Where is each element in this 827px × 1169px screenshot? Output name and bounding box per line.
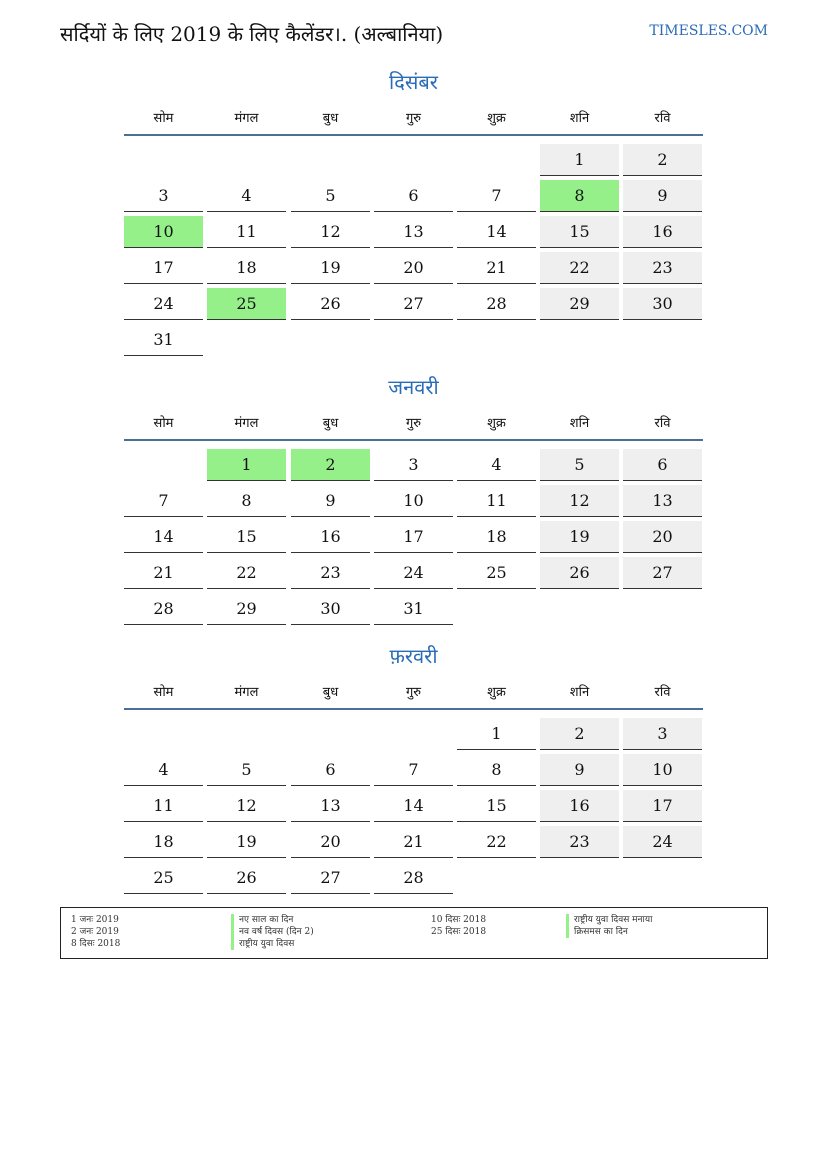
day-cell: 2	[623, 144, 702, 176]
day-cell: 16	[623, 216, 702, 248]
day-cell: 18	[207, 252, 286, 284]
day-cell: 15	[207, 521, 286, 553]
day-cell: 31	[124, 324, 203, 356]
day-cell: 26	[207, 862, 286, 894]
day-cell: 23	[540, 826, 619, 858]
header-rule	[124, 708, 703, 710]
day-cell: 3	[374, 449, 453, 481]
day-cell: 5	[540, 449, 619, 481]
month-title: दिसंबर	[389, 70, 438, 94]
day-cell: 2	[540, 718, 619, 750]
weekday-header: बुध	[322, 111, 339, 126]
day-cell: 17	[374, 521, 453, 553]
day-cell: 26	[540, 557, 619, 589]
month-title: जनवरी	[388, 375, 439, 399]
day-cell: 14	[124, 521, 203, 553]
day-cell: 1	[457, 718, 536, 750]
day-cell: 20	[623, 521, 702, 553]
holiday-day-cell: 1	[207, 449, 286, 481]
day-cell: 11	[124, 790, 203, 822]
day-cell: 6	[374, 180, 453, 212]
day-cell: 23	[291, 557, 370, 589]
day-cell: 30	[291, 593, 370, 625]
legend-date: 10 दिसः 2018	[431, 915, 487, 925]
day-cell: 25	[124, 862, 203, 894]
day-cell: 10	[623, 754, 702, 786]
weekday-header: शनि	[569, 416, 590, 431]
day-cell: 29	[207, 593, 286, 625]
day-cell: 17	[124, 252, 203, 284]
weekday-header: गुरु	[405, 685, 422, 700]
legend-date: 8 दिसः 2018	[71, 939, 121, 949]
header-rule	[124, 134, 703, 136]
legend-holiday-name: क्रिसमस का दिन	[566, 926, 628, 938]
day-cell: 13	[374, 216, 453, 248]
day-cell: 7	[374, 754, 453, 786]
day-cell: 15	[540, 216, 619, 248]
day-cell: 5	[291, 180, 370, 212]
site-link[interactable]: TIMESLES.COM	[649, 23, 768, 39]
document-title: सर्दियों के लिए 2019 के लिए कैलेंडर।. (अल्बानिया)	[60, 22, 444, 46]
holiday-day-cell: 10	[124, 216, 203, 248]
weekday-header: सोम	[153, 685, 174, 700]
legend-holiday-name: राष्ट्रीय युवा दिवस मनाया	[566, 914, 652, 926]
day-cell: 12	[540, 485, 619, 517]
month-title: फ़रवरी	[389, 644, 438, 668]
day-cell: 4	[124, 754, 203, 786]
day-cell: 9	[623, 180, 702, 212]
weekday-header: बुध	[322, 416, 339, 431]
day-cell: 24	[124, 288, 203, 320]
holiday-day-cell: 25	[207, 288, 286, 320]
day-cell: 26	[291, 288, 370, 320]
day-cell: 5	[207, 754, 286, 786]
weekday-header: सोम	[153, 111, 174, 126]
day-cell: 22	[207, 557, 286, 589]
day-cell: 21	[124, 557, 203, 589]
day-cell: 3	[623, 718, 702, 750]
legend-date: 1 जनः 2019	[71, 915, 119, 925]
day-cell: 18	[457, 521, 536, 553]
day-cell: 8	[207, 485, 286, 517]
day-cell: 31	[374, 593, 453, 625]
day-cell: 29	[540, 288, 619, 320]
day-cell: 7	[457, 180, 536, 212]
day-cell: 8	[457, 754, 536, 786]
day-cell: 24	[623, 826, 702, 858]
day-cell: 19	[291, 252, 370, 284]
day-cell: 10	[374, 485, 453, 517]
day-cell: 17	[623, 790, 702, 822]
day-cell: 13	[291, 790, 370, 822]
day-cell: 19	[540, 521, 619, 553]
day-cell: 27	[291, 862, 370, 894]
day-cell: 12	[207, 790, 286, 822]
day-cell: 27	[623, 557, 702, 589]
holiday-day-cell: 8	[540, 180, 619, 212]
day-cell: 12	[291, 216, 370, 248]
weekday-header: गुरु	[405, 111, 422, 126]
weekday-header: बुध	[322, 685, 339, 700]
weekday-header: रवि	[654, 111, 671, 126]
day-cell: 16	[540, 790, 619, 822]
day-cell: 24	[374, 557, 453, 589]
day-cell: 22	[540, 252, 619, 284]
day-cell: 9	[291, 485, 370, 517]
day-cell: 19	[207, 826, 286, 858]
day-cell: 21	[457, 252, 536, 284]
day-cell: 16	[291, 521, 370, 553]
weekday-header: रवि	[654, 416, 671, 431]
day-cell: 9	[540, 754, 619, 786]
weekday-header: गुरु	[405, 416, 422, 431]
weekday-header: मंगल	[234, 111, 259, 126]
weekday-header: मंगल	[234, 685, 259, 700]
day-cell: 18	[124, 826, 203, 858]
header-rule	[124, 439, 703, 441]
day-cell: 11	[207, 216, 286, 248]
day-cell: 28	[457, 288, 536, 320]
weekday-header: शुक्र	[487, 685, 506, 700]
weekday-header: मंगल	[234, 416, 259, 431]
day-cell: 25	[457, 557, 536, 589]
legend-holiday-name: नए साल का दिन	[231, 914, 293, 926]
holiday-legend	[60, 907, 768, 959]
day-cell: 4	[457, 449, 536, 481]
day-cell: 28	[124, 593, 203, 625]
weekday-header: सोम	[153, 416, 174, 431]
day-cell: 30	[623, 288, 702, 320]
weekday-header: शुक्र	[487, 416, 506, 431]
day-cell: 20	[374, 252, 453, 284]
day-cell: 22	[457, 826, 536, 858]
day-cell: 6	[623, 449, 702, 481]
day-cell: 4	[207, 180, 286, 212]
day-cell: 15	[457, 790, 536, 822]
day-cell: 28	[374, 862, 453, 894]
day-cell: 3	[124, 180, 203, 212]
day-cell: 27	[374, 288, 453, 320]
weekday-header: रवि	[654, 685, 671, 700]
day-cell: 14	[457, 216, 536, 248]
legend-date: 2 जनः 2019	[71, 927, 119, 937]
day-cell: 23	[623, 252, 702, 284]
legend-date: 25 दिसः 2018	[431, 927, 487, 937]
weekday-header: शनि	[569, 111, 590, 126]
day-cell: 6	[291, 754, 370, 786]
day-cell: 21	[374, 826, 453, 858]
day-cell: 20	[291, 826, 370, 858]
day-cell: 14	[374, 790, 453, 822]
weekday-header: शुक्र	[487, 111, 506, 126]
legend-holiday-name: नव वर्ष दिवस (दिन 2)	[231, 926, 314, 938]
holiday-day-cell: 2	[291, 449, 370, 481]
day-cell: 7	[124, 485, 203, 517]
day-cell: 13	[623, 485, 702, 517]
day-cell: 11	[457, 485, 536, 517]
weekday-header: शनि	[569, 685, 590, 700]
day-cell: 1	[540, 144, 619, 176]
legend-holiday-name: राष्ट्रीय युवा दिवस	[231, 938, 294, 950]
